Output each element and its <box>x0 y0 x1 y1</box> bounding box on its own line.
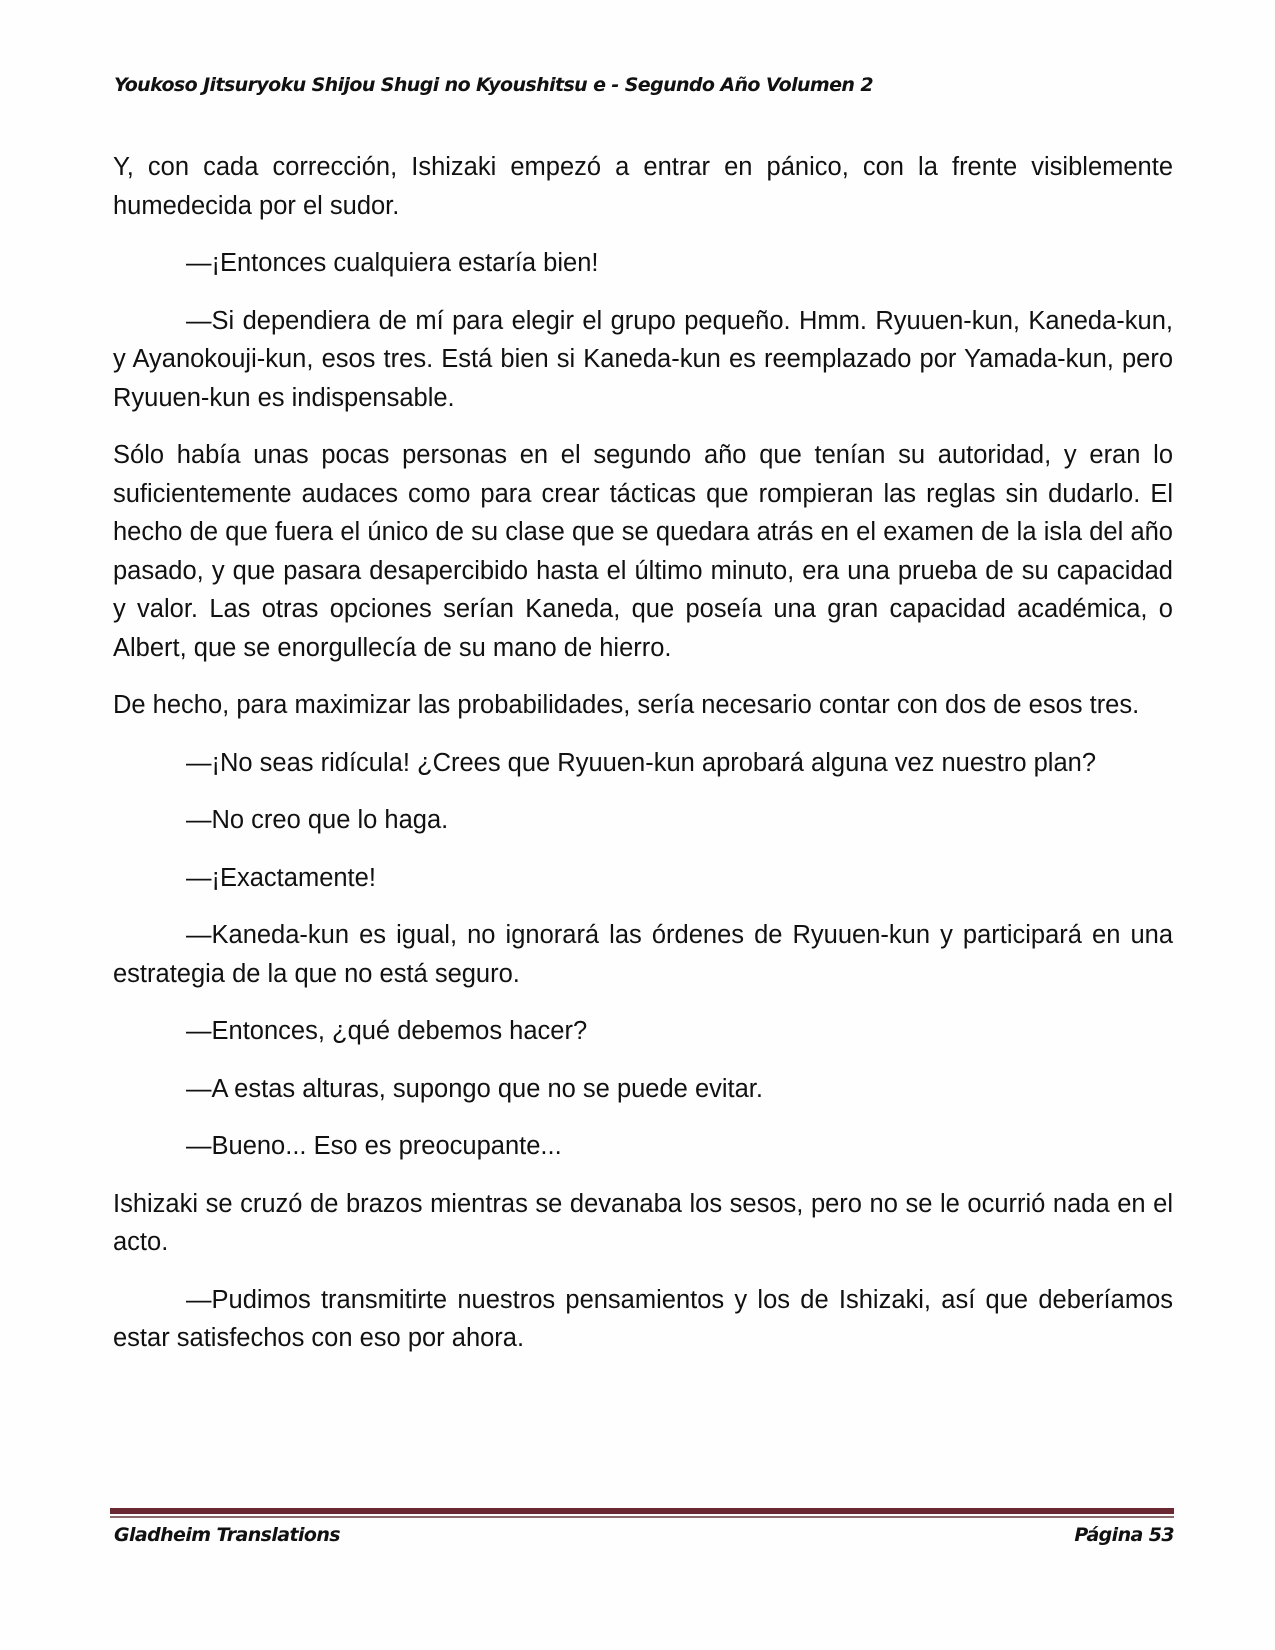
dialog-paragraph: —No creo que lo haga. <box>186 806 449 834</box>
dialog-paragraph: —Entonces, ¿qué debemos hacer? <box>186 1017 588 1045</box>
dialog-paragraph: —Pudimos transmitirte nuestros pensamientos y los de Ishizaki, así que deberíamos estar satisfechos con eso por ahora. <box>113 1285 1173 1352</box>
dialog-paragraph: —Kaneda-kun es igual, no ignorará las órdenes de Ryuuen-kun y participará en una estrategia de la que no está seguro. <box>113 921 1173 988</box>
dialog-paragraph: —¡No seas ridícula! ¿Crees que Ryuuen-kun aprobará alguna vez nuestro plan? <box>186 748 1097 777</box>
dialog-paragraph: —Si dependiera de mí para elegir el grupo pequeño. Hmm. Ryuuen-kun, Kaneda-kun, y Ayanokouji-kun, esos tres. Está bien si Kaneda-kun es reemplazado por Yamada-kun, pero Ryuuen-kun es indispensable. <box>113 306 1173 412</box>
body-text <box>113 148 1173 1377</box>
page-number: Página 53 <box>1074 1524 1174 1546</box>
paragraph: Y, con cada corrección, Ishizaki empezó a entrar en pánico, con la frente visiblemente humedecida por el sudor. <box>113 153 1173 220</box>
paragraph: Sólo había unas pocas personas en el segundo año que tenían su autoridad, y eran lo suficientemente audaces como para crear tácticas que rompieran las reglas sin dudarlo. El hecho de que fuera el único de su clase que se quedara atrás en el examen de la isla del año pasado, y que pasara desapercibido hasta el último minuto, era una prueba de su capacidad y valor. Las otras opciones serían Kaneda, que poseía una gran capacidad académica, o Albert, que se enorgullecía de su mano de hierro. <box>113 441 1173 662</box>
footer-credit: Gladheim Translations <box>114 1524 340 1546</box>
dialog-paragraph: —¡Exactamente! <box>186 863 376 892</box>
footer-divider-thick <box>110 1508 1174 1514</box>
paragraph: Ishizaki se cruzó de brazos mientras se devanaba los sesos, pero no se le ocurrió nada en el acto. <box>113 1189 1173 1256</box>
footer-divider-thin <box>110 1516 1174 1518</box>
running-header: Youkoso Jitsuryoku Shijou Shugi no Kyoushitsu e - Segundo Año Volumen 2 <box>114 74 873 96</box>
dialog-paragraph: —Bueno... Eso es preocupante... <box>186 1132 562 1160</box>
footer-divider <box>110 1508 1174 1517</box>
dialog-paragraph: —A estas alturas, supongo que no se puede evitar. <box>186 1074 763 1103</box>
paragraph: De hecho, para maximizar las probabilidades, sería necesario contar con dos de esos tres. <box>113 691 1140 719</box>
dialog-paragraph: —¡Entonces cualquiera estaría bien! <box>186 249 599 277</box>
